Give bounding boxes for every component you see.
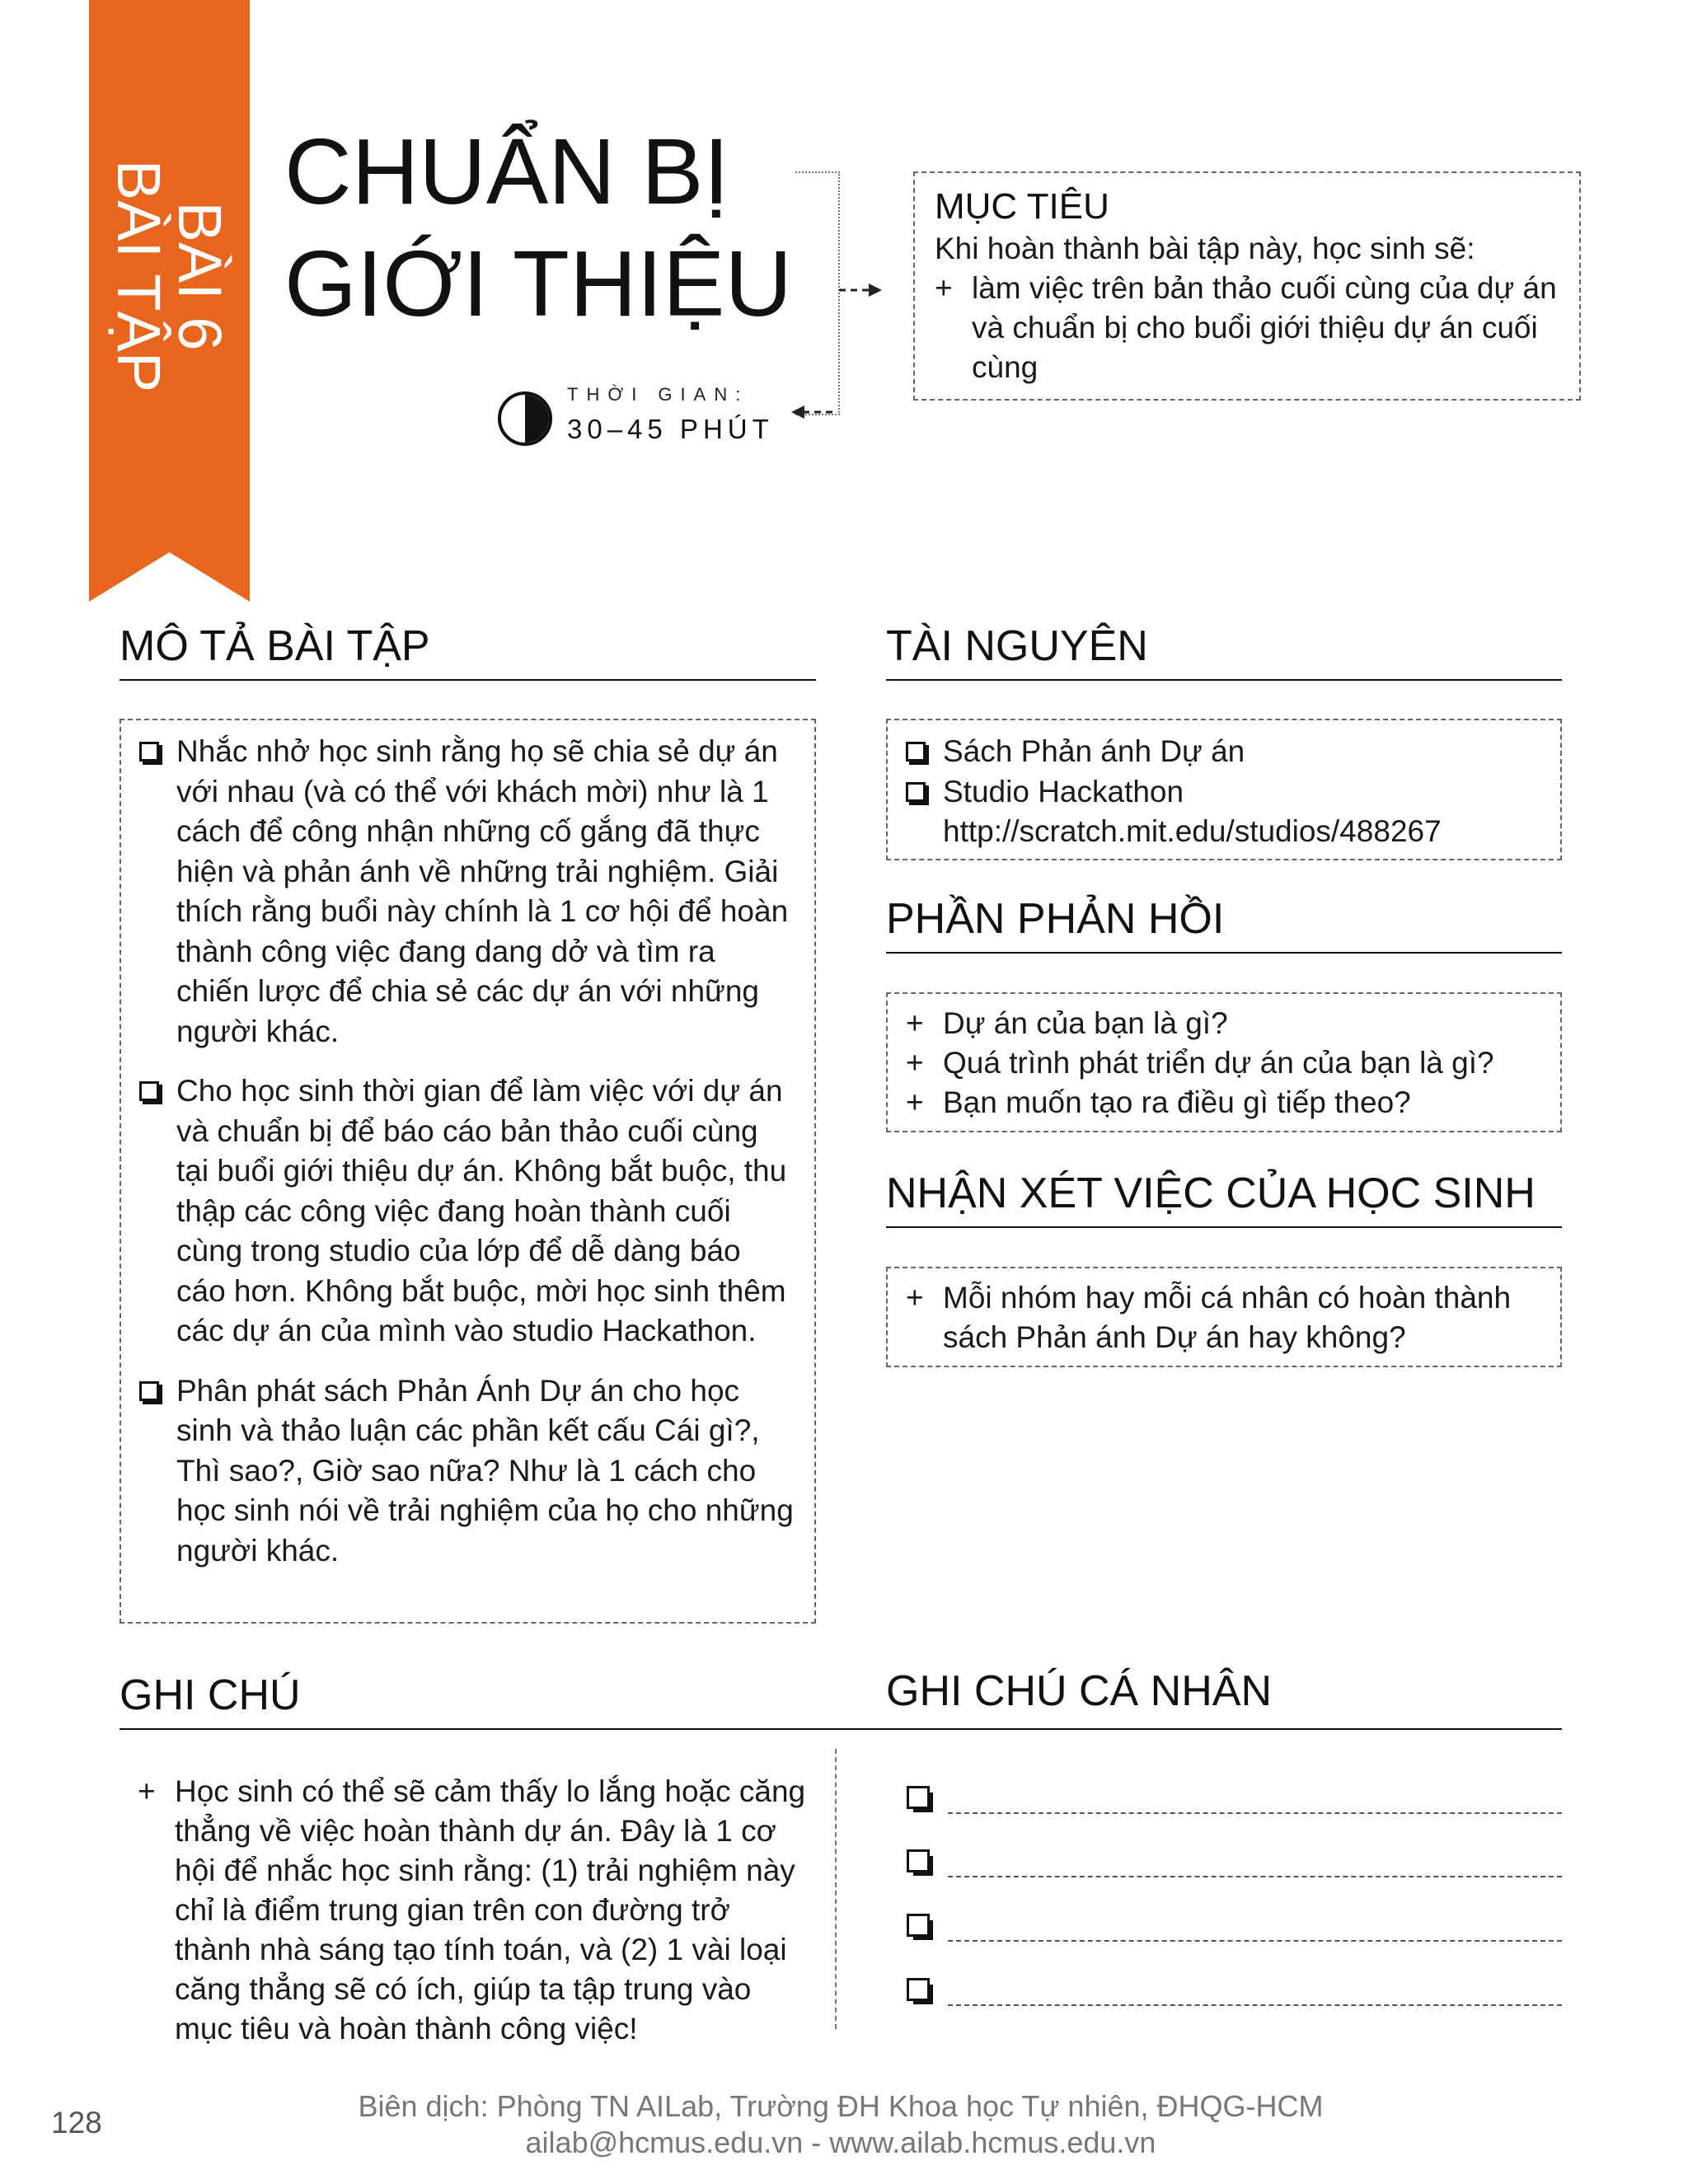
note-line[interactable]	[948, 1876, 1562, 1877]
plus-icon: +	[906, 1281, 924, 1315]
checkbox-icon	[139, 1081, 159, 1101]
checkbox-icon[interactable]	[907, 1978, 930, 2001]
resource-url[interactable]: http://scratch.mit.edu/studios/488267	[943, 814, 1442, 848]
footer-contact[interactable]: ailab@hcmus.edu.vn - www.ailab.hcmus.edu.vn	[525, 2125, 1156, 2159]
review-item: + Mỗi nhóm hay mỗi cá nhân có hoàn thành sách Phản ánh Dự án hay không?	[906, 1278, 1542, 1357]
resources-box	[886, 719, 1562, 860]
time-label: THỜI GIAN:	[567, 384, 749, 405]
ribbon-lesson-number: BÀI 6	[166, 201, 235, 351]
arrow-left-icon	[790, 402, 839, 422]
page-number: 128	[51, 2106, 102, 2139]
checkbox-icon	[139, 1381, 159, 1401]
checkbox-icon[interactable]	[907, 1914, 930, 1937]
feedback-item: + Bạn muốn tạo ra điều gì tiếp theo?	[906, 1083, 1542, 1122]
review-box	[886, 1267, 1562, 1367]
page-title-line2: GIỚI THIỆU	[284, 232, 792, 335]
footer	[264, 2088, 1418, 2161]
resources-heading: TÀI NGUYÊN	[886, 620, 1562, 681]
feedback-box	[886, 992, 1562, 1132]
page-title	[284, 115, 812, 340]
objective-heading: MỤC TIÊU	[935, 186, 1109, 227]
notes-item: + Học sinh có thể sẽ cảm thấy lo lắng hoặc căng thẳng về việc hoàn thành dự án. Đây là 1 cơ hội để nhắc học sinh rằng: (1) trải nghiệm này chỉ là điểm trung gian trên con đường trở thành nhà sáng tạo tính toán, và (2) 1 vài loại căng thẳng sẽ có ích, giúp ta tập trung vào mục tiêu và hoàn thành công việc!	[138, 1772, 814, 2049]
description-item: Phân phát sách Phản Ánh Dự án cho học sinh và thảo luận các phần kết cấu Cái gì?, Thì sao?, Giờ sao nữa? Như là 1 cách cho học sinh nói về trải nghiệm của họ cho những người khác.	[139, 1371, 796, 1572]
ribbon-lesson-type: BÀI TẬP	[105, 159, 174, 393]
half-circle-clock-icon	[498, 391, 552, 446]
footer-credit: Biên dịch: Phòng TN AILab, Trường ĐH Khoa học Tự nhiên, ĐHQG-HCM	[358, 2089, 1324, 2123]
note-line[interactable]	[948, 2004, 1562, 2006]
checkbox-icon[interactable]	[907, 1849, 930, 1872]
description-item: Cho học sinh thời gian để làm việc với dự án và chuẩn bị để báo cáo bản thảo cuối cùng tại buổi giới thiệu dự án. Không bắt buộc, thu thập các công việc đang hoàn thành cuối cùng trong studio của lớp để dễ dàng báo cáo hơn. Không bắt buộc, mời học sinh thêm các dự án của mình vào studio Hackathon.	[139, 1071, 796, 1352]
page-title-line1: CHUẨN BỊ	[284, 120, 729, 223]
time-value: 30–45 PHÚT	[567, 414, 774, 444]
checkbox-icon	[906, 742, 926, 762]
plus-icon: +	[906, 1046, 924, 1080]
description-heading: MÔ TẢ BÀI TẬP	[120, 620, 816, 681]
objective-intro: Khi hoàn thành bài tập này, học sinh sẽ:	[935, 232, 1475, 265]
feedback-heading: PHẦN PHẢN HỒI	[886, 893, 1562, 954]
objective-item: + làm việc trên bản thảo cuối cùng của dự án và chuẩn bị cho buổi giới thiệu dự án cuối cùng	[935, 269, 1559, 387]
checkbox-icon[interactable]	[907, 1786, 930, 1809]
title-bracket	[795, 171, 840, 415]
feedback-item: + Quá trình phát triển dự án của bạn là gì?	[906, 1043, 1542, 1083]
description-item: Nhắc nhở học sinh rằng họ sẽ chia sẻ dự án với nhau (và có thể với khách mời) như là 1 cách để công nhận những cố gắng đã thực hiện và phản ánh về những trải nghiệm. Giải thích rằng buổi này chính là 1 cơ hội để hoàn thành công việc đang dang dở và tìm ra chiến lược để chia sẻ các dự án với những người khác.	[139, 732, 796, 1052]
plus-icon: +	[138, 1774, 156, 1808]
notes-box	[138, 1772, 814, 2049]
plus-icon: +	[906, 1006, 924, 1040]
plus-icon: +	[906, 1085, 924, 1119]
note-line[interactable]	[948, 1812, 1562, 1814]
description-box	[120, 719, 816, 1624]
personal-note-row[interactable]	[907, 1778, 1562, 1819]
review-heading: NHẬN XÉT VIỆC CỦA HỌC SINH	[886, 1167, 1562, 1228]
checkbox-icon	[906, 782, 926, 802]
resource-item: Studio Hackathon	[906, 772, 1542, 813]
personal-notes-heading: GHI CHÚ CÁ NHÂN	[886, 1667, 1273, 1715]
note-line[interactable]	[948, 1940, 1562, 1942]
personal-note-row[interactable]	[907, 1970, 1562, 2011]
feedback-item: + Dự án của bạn là gì?	[906, 1004, 1542, 1043]
objective-box	[913, 171, 1581, 401]
plus-icon: +	[935, 271, 953, 305]
personal-note-row[interactable]	[907, 1841, 1562, 1882]
resource-item: Sách Phản ánh Dự án	[906, 732, 1542, 772]
personal-note-row[interactable]	[907, 1905, 1562, 1947]
arrow-right-icon	[837, 280, 884, 300]
lesson-ribbon-text	[89, 0, 250, 552]
checkbox-icon	[139, 742, 159, 762]
notes-heading: GHI CHÚ	[120, 1669, 1562, 1730]
